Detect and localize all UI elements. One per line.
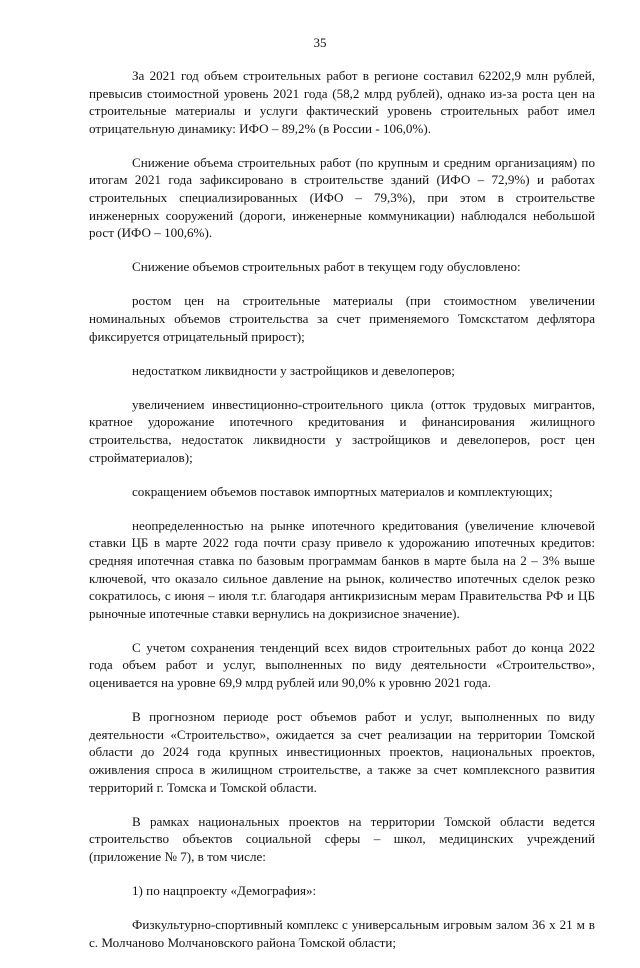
paragraph-estimate-2022: С учетом сохранения тенденций всех видов строительных работ до конца 2022 года объем работ и услуг, выполненных по виду деятельности «Строительство», оценивается на уровне 69,9 млрд рублей или 90,0% к уровню 2021 года. <box>89 639 595 691</box>
paragraph-demography-project: 1) по нацпроекту «Демография»: <box>132 882 317 898</box>
paragraph-reason-material-prices: ростом цен на строительные материалы (при стоимостном увеличении номинальных объемов строительства за счет применяемого Томскстатом дефлятора фиксируется отрицательный прирост); <box>89 293 595 344</box>
paragraph-sports-complex: Физкультурно-спортивный комплекс с универсальным игровым залом 36 х 21 м в с. Молчаново Молчановского района Томской области; <box>89 916 595 950</box>
paragraph-construction-volume-2021: За 2021 год объем строительных работ в регионе составил 62202,9 млн рублей, превысив стоимостной уровень 2021 года (58,2 млрд рублей), однако из-за роста цен на строительные материалы и услуги фактический уровень строительных работ имел отрицательную динамику: ИФО – 89,2% (в России - 106,0%). <box>89 68 595 136</box>
document-body <box>89 67 595 968</box>
paragraph-national-projects: В рамках национальных проектов на территории Томской области ведется строительство объектов социальной сферы – школ, медицинских учреждений (приложение № 7), в том числе: <box>89 813 595 864</box>
paragraph-construction-decline: Снижение объема строительных работ (по крупным и средним организациям) по итогам 2021 года зафиксировано в строительстве зданий (ИФО – 72,9%) и работах строительных специализированных (ИФО – 79,3%), при этом в строительстве инженерных сооружений (дороги, инженерные коммуникации) наблюдался небольшой рост (ИФО – 100,6%). <box>89 154 595 241</box>
paragraph-reason-liquidity: недостатком ликвидности у застройщиков и девелоперов; <box>132 362 455 378</box>
paragraph-reason-imports: сокращением объемов поставок импортных материалов и комплектующих; <box>132 483 553 499</box>
paragraph-forecast-period: В прогнозном периоде рост объемов работ и услуг, выполненных по виду деятельности «Строительство», ожидается за счет реализации на территории Томской области до 2024 года крупных инвестиционных проектов, национальных проектов, оживления спроса в жилищном строительстве, а также за счет комплексного развития территорий г. Томска и Томской области. <box>89 709 595 795</box>
paragraph-reason-mortgage: неопределенностью на рынке ипотечного кредитования (увеличение ключевой ставки ЦБ в марте 2022 года почти сразу привело к удорожанию ипотечных кредитов: средняя ипотечная ставка по базовым программам банков в марте была на 2 – 3% выше ключевой, что оказало сильное давление на рынок, количество ипотечных сделок резко сократилось, с июня – июля т.г. благодаря антикризисным мерам Правительства РФ и ЦБ рыночные ипотечные ставки вернулись на докризисное значение). <box>89 517 595 621</box>
page-number: 35 <box>313 35 327 50</box>
paragraph-decline-reasons-intro: Снижение объемов строительных работ в текущем году обусловлено: <box>132 259 521 275</box>
paragraph-reason-investment-cycle: увеличением инвестиционно-строительного цикла (отток трудовых мигрантов, кратное удорожание ипотечного кредитования и финансирования жилищного строительства, недостаток ликвидности у застройщиков и девелоперов, рост цен стройматериалов); <box>89 396 595 465</box>
